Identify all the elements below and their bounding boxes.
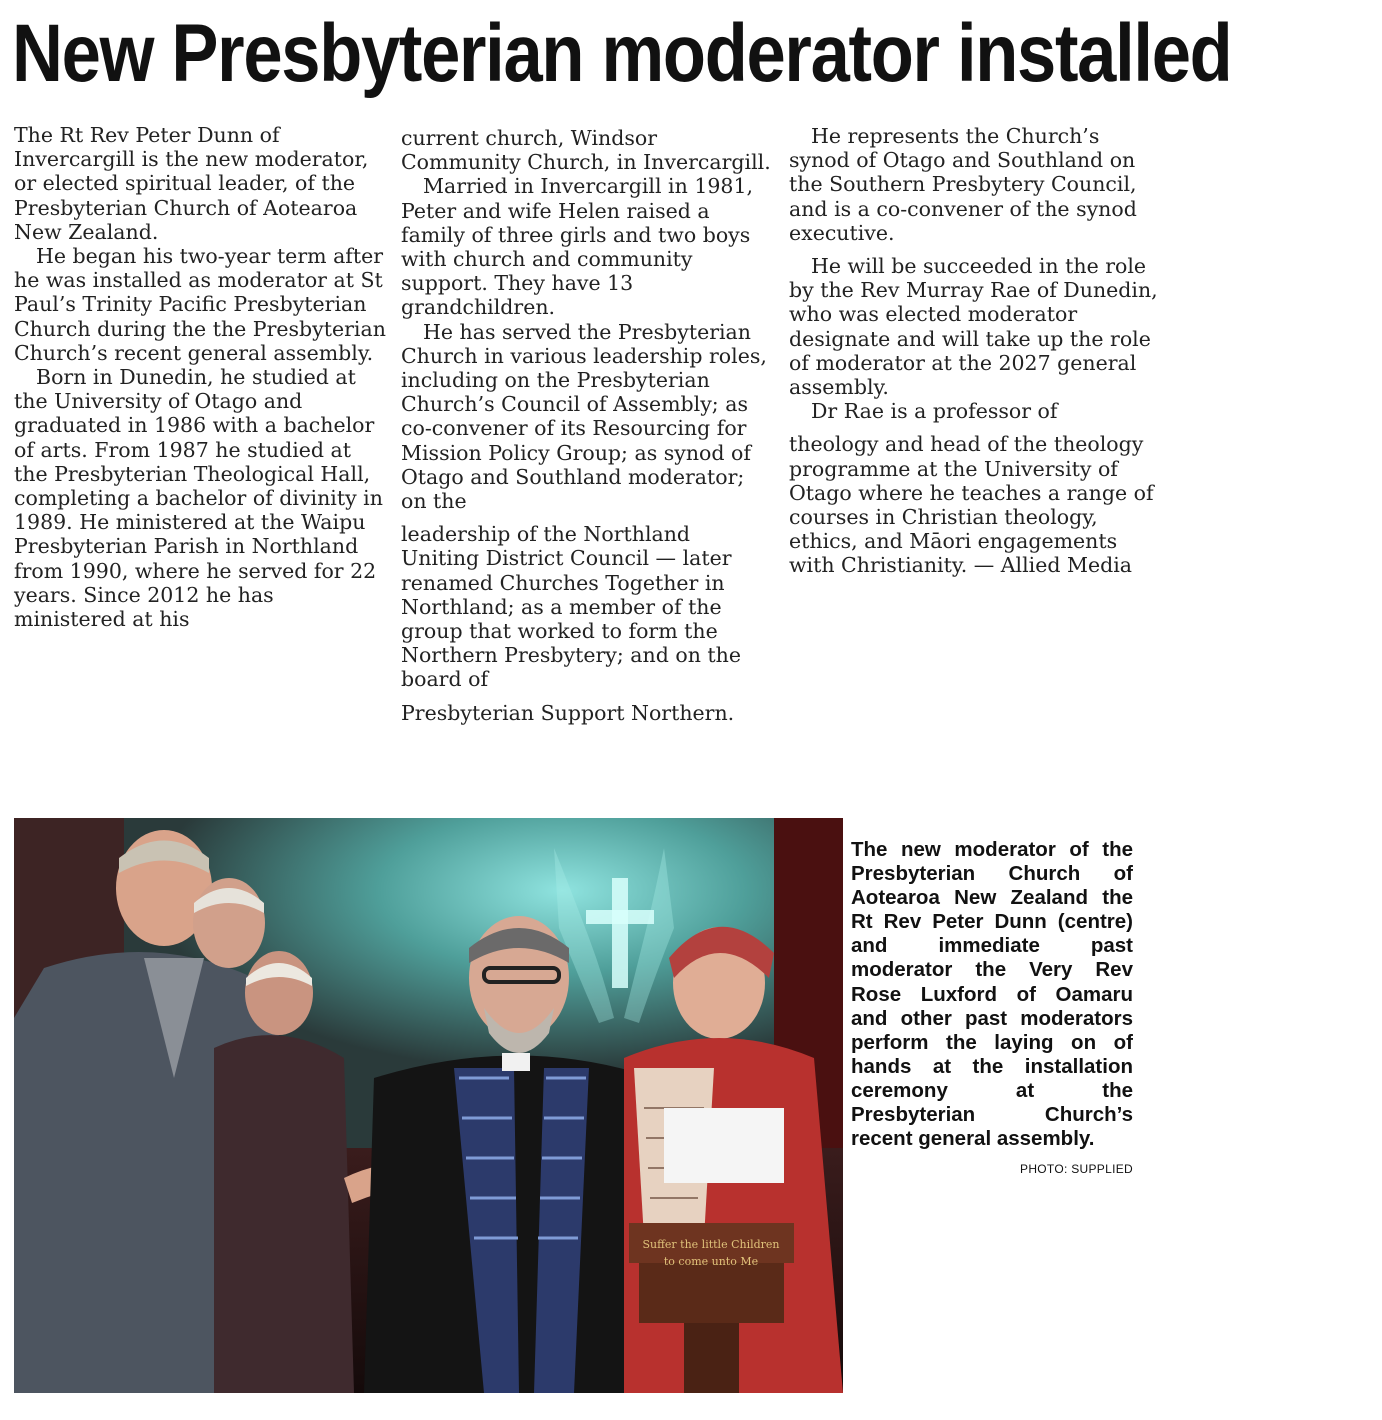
- ceremony-photo: [14, 818, 843, 1393]
- article-column-3: [789, 124, 1161, 578]
- lectern-inscription-line-1: Suffer the little Children: [642, 1238, 780, 1251]
- paragraph: He represents the Church’s synod of Otago and Southland on the Southern Presbytery Council, and is a co-convener of the synod executive.: [789, 124, 1137, 245]
- paragraph: Presbyterian Support Northern.: [401, 700, 735, 725]
- ceremony-photo-illustration: [14, 818, 843, 1393]
- paragraph: Married in Invercargill in 1981, Peter and wife Helen raised a family of three girls and two boys with church and community support. They have 13 grandchildren.: [401, 174, 754, 320]
- paragraph: Dr Rae is a professor of: [811, 399, 1058, 424]
- paragraph: theology and head of the theology programme at the University of Otago where he teaches a range of courses in Christian theology, ethics, and Māori engagements with Christianity. — Allied Media: [789, 432, 1154, 578]
- paragraph: Born in Dunedin, he studied at the University of Otago and graduated in 1986 with a bachelor of arts. From 1987 he studied at the Presbyterian Theological Hall, completing a bachelor of divinity in 1989. He ministered at the Waipu Presbyterian Parish in Northland from 1990, where he served for 22 years. Since 2012 he has ministered at his: [14, 365, 383, 632]
- caption-text: The new moderator of the Presbyterian Church of Aotearoa New Zealand the Rt Rev Peter Dunn (centre) and immediate past moderator the Very Rev Rose Luxford of Oamaru and other past moderators perform the laying on of hands at the installation ceremony at the Presbyterian Church’s recent general assembly.: [851, 838, 1133, 1151]
- article-column-1: [14, 123, 386, 631]
- photo-caption: [851, 838, 1133, 1181]
- paragraph: He has served the Presbyterian Church in various leadership roles, including on the Presbyterian Church’s Council of Assembly; as co-convener of its Resourcing for Mission Policy Group; as synod of Otago and Southland moderator; on the: [401, 319, 767, 514]
- paragraph: He began his two-year term after he was installed as moderator at St Paul’s Trinity Pacific Presbyterian Church during the the Presbyterian Church’s recent general assembly.: [14, 244, 386, 365]
- headline: New Presbyterian moderator installed: [12, 8, 1232, 99]
- paragraph: He will be succeeded in the role by the Rev Murray Rae of Dunedin, who was elected moderator designate and will take up the role of moderator at the 2027 general assembly.: [789, 254, 1158, 400]
- paragraph: current church, Windsor Community Church, in Invercargill.: [401, 126, 771, 175]
- paragraph: The Rt Rev Peter Dunn of Invercargill is the new moderator, or elected spiritual leader, of the Presbyterian Church of Aotearoa New Zealand.: [14, 123, 369, 244]
- lectern-inscription-line-2: to come unto Me: [663, 1255, 759, 1268]
- photo-credit: PHOTO: SUPPLIED: [1020, 1162, 1133, 1177]
- paragraph: leadership of the Northland Uniting District Council — later renamed Churches Together in Northland; as a member of the group that worked to form the Northern Presbytery; and on the board of: [401, 522, 741, 692]
- article-column-2: [401, 126, 773, 725]
